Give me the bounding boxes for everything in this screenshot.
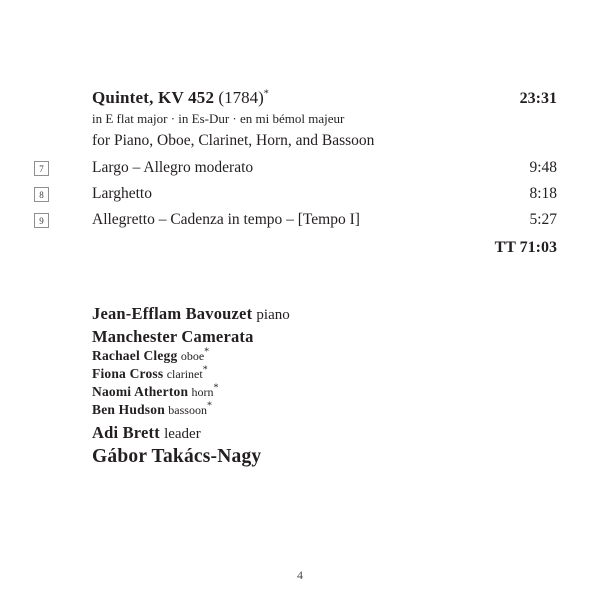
track-title: Allegretto – Cadenza in tempo – [Tempo I] <box>92 211 360 228</box>
work-title <box>92 88 269 108</box>
performer-line <box>92 326 557 347</box>
track-number: 7 <box>39 163 44 174</box>
work-title-row <box>92 88 557 108</box>
track-duration: 9:48 <box>529 159 557 176</box>
page-number: 4 <box>297 568 303 582</box>
performer-name: Rachael Clegg <box>92 348 178 363</box>
asterisk-marker: * <box>202 364 208 376</box>
work-scoring-line: for Piano, Oboe, Clarinet, Horn, and Bassoon <box>92 132 375 149</box>
performer-line <box>92 303 557 326</box>
track-listing <box>39 88 557 469</box>
performer-name: Naomi Atherton <box>92 384 189 399</box>
track-number: 9 <box>39 215 44 226</box>
performer-name: Adi Brett <box>92 423 160 442</box>
performer-line <box>92 383 557 401</box>
performer-role: oboe <box>180 349 205 363</box>
performer-role: clarinet <box>166 367 203 381</box>
work-duration: 23:31 <box>519 90 557 107</box>
performer-line <box>92 445 557 469</box>
track-row <box>39 159 557 185</box>
performer-name: Jean-Efflam Bavouzet <box>92 304 253 323</box>
performer-line <box>92 365 557 383</box>
track-row <box>39 211 557 237</box>
asterisk-marker: * <box>263 88 269 100</box>
work-key-line: in E flat major · in Es-Dur · en mi bémol majeur <box>92 111 345 126</box>
track-number-badge <box>34 213 49 228</box>
work-name: Quintet, KV 452 <box>92 88 215 107</box>
track-duration: 8:18 <box>529 185 557 202</box>
performer-role: piano <box>256 307 290 323</box>
track-title: Largo – Allegro moderato <box>92 159 254 176</box>
total-time: TT 71:03 <box>494 239 557 256</box>
track-duration: 5:27 <box>529 211 557 228</box>
track-number-badge <box>34 187 49 202</box>
track-title: Larghetto <box>92 185 152 202</box>
track-number-badge <box>34 161 49 176</box>
performer-name: Ben Hudson <box>92 402 165 417</box>
track-number: 8 <box>39 189 44 200</box>
performer-line <box>92 422 557 445</box>
track-list <box>39 159 557 259</box>
asterisk-marker: * <box>213 382 219 394</box>
performer-role: leader <box>164 426 201 442</box>
asterisk-marker: * <box>206 400 212 412</box>
performer-line <box>92 347 557 365</box>
work-header <box>92 88 557 150</box>
performers-list <box>92 303 557 469</box>
performer-name: Fiona Cross <box>92 366 164 381</box>
performer-role: horn <box>191 385 214 399</box>
performer-role: bassoon <box>168 403 207 417</box>
track-row <box>39 185 557 211</box>
work-year: (1784) <box>218 88 264 107</box>
performer-line <box>92 401 557 419</box>
asterisk-marker: * <box>204 346 210 358</box>
performer-name: Manchester Camerata <box>92 327 254 346</box>
performer-name: Gábor Takács-Nagy <box>92 446 262 467</box>
